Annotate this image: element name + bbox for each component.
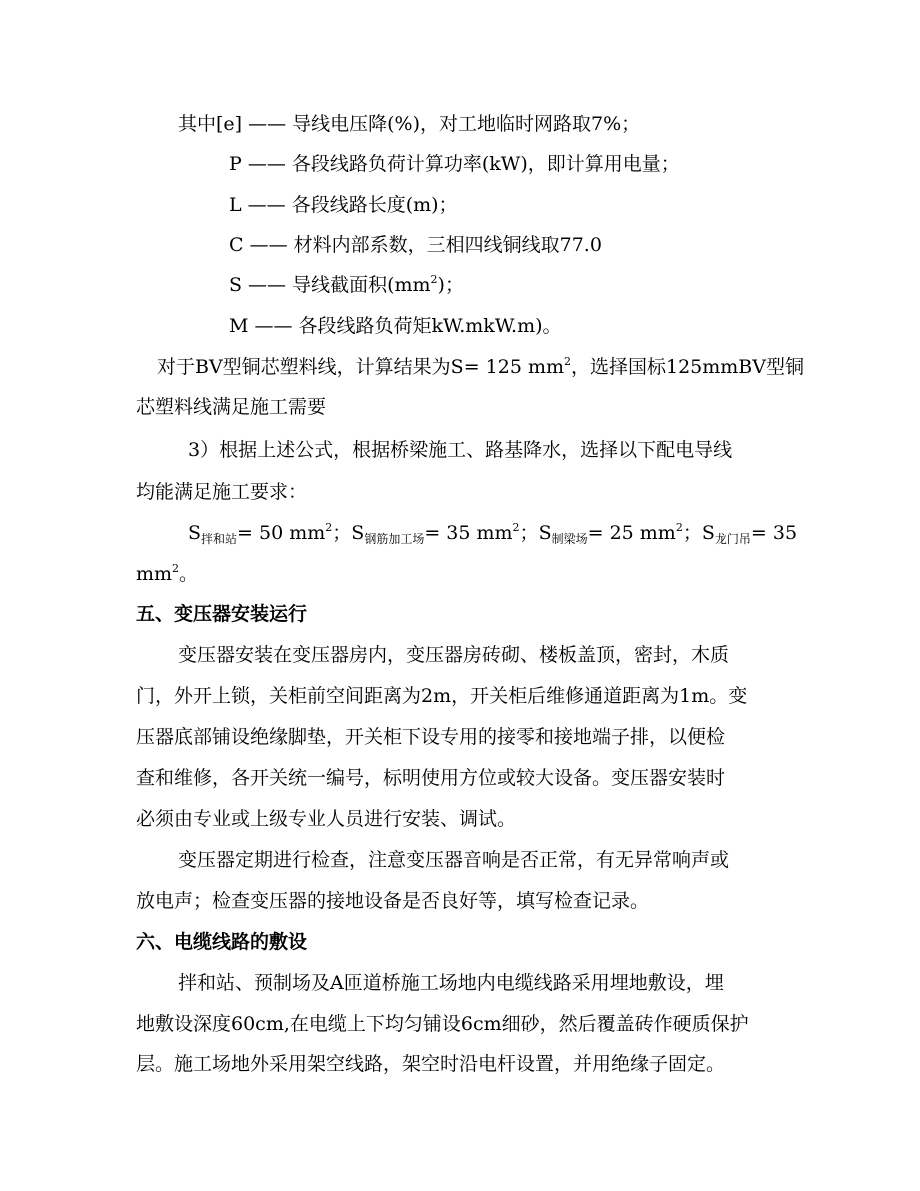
item-3-line-1: 3）根据上述公式，根据桥梁施工、路基降水，选择以下配电导线	[188, 439, 733, 461]
section-5-p1-line-2: 门，外开上锁，关柜前空间距离为2m，开关柜后维修通道距离为1m。变	[136, 685, 748, 707]
section-6-p1-line-3: 层。施工场地外采用架空线路，架空时沿电杆设置，并用绝缘子固定。	[136, 1053, 726, 1075]
s-value-3: = 25 mm	[587, 522, 676, 544]
calc-text: 对于BV型铜芯塑料线，计算结果为S= 125 mm	[157, 356, 564, 378]
s-sub-4: 龙门吊	[714, 532, 751, 546]
def-s-sup: 2	[430, 273, 438, 286]
def-s-end: )；	[437, 274, 464, 296]
def-c: C —— 材料内部系数，三相四线铜线取77.0	[229, 234, 602, 256]
cable-sizes-line-2	[136, 562, 198, 586]
s-symbol-1: S	[188, 522, 202, 544]
cable-sizes-line-1	[188, 521, 797, 551]
s-unit-sup: 2	[172, 562, 180, 575]
s-symbol-4: S	[701, 522, 715, 544]
calc-text-end: ，选择国标125mmBV型铜	[571, 356, 804, 378]
s-unit: mm	[136, 563, 173, 585]
section-5-p1-line-5: 必须由专业或上级专业人员进行安装、调试。	[136, 808, 517, 830]
s-sub-3: 制梁场	[551, 532, 588, 546]
section-5-p1-line-3: 压器底部铺设绝缘脚垫，开关柜下设专用的接零和接地端子排，以便检	[136, 726, 726, 748]
section-5-p1-line-1: 变压器安装在变压器房内，变压器房砖砌、楼板盖顶，密封，木质	[178, 644, 730, 666]
s-value-2: = 35 mm	[424, 522, 513, 544]
calc-line-1	[157, 355, 804, 379]
s-sep-2: ；	[519, 522, 539, 544]
def-p: P —— 各段线路负荷计算功率(kW)，即计算用电量；	[229, 153, 680, 175]
s-end: 。	[179, 563, 199, 585]
s-symbol-2: S	[351, 522, 365, 544]
section-6-p1-line-1: 拌和站、预制场及A匝道桥施工场地内电缆线路采用埋地敷设，埋	[178, 972, 724, 994]
s-value-4: = 35	[750, 522, 798, 544]
s-sup-3: 2	[675, 521, 683, 534]
def-m: M —— 各段线路负荷矩kW.mkW.m)。	[229, 315, 562, 337]
section-5-heading: 五、变压器安装运行	[136, 603, 308, 625]
calc-sup: 2	[564, 355, 571, 368]
def-intro: 其中[e] —— 导线电压降(%)，对工地临时网路取7%；	[178, 113, 641, 135]
s-value-1: = 50 mm	[237, 522, 326, 544]
s-sep-3: ；	[682, 522, 702, 544]
calc-line-2: 芯塑料线满足施工需要	[136, 396, 327, 418]
s-sup-1: 2	[325, 521, 333, 534]
s-sep-1: ；	[332, 522, 352, 544]
section-5-p1-line-4: 查和维修，各开关统一编号，标明使用方位或较大设备。变压器安装时	[136, 767, 726, 789]
section-5-p2-line-2: 放电声；检查变压器的接地设备是否良好等，填写检查记录。	[136, 890, 650, 912]
def-s-text: S —— 导线截面积(mm	[229, 274, 431, 296]
item-3-line-2: 均能满足施工要求：	[136, 481, 308, 503]
section-5-p2-line-1: 变压器定期进行检查，注意变压器音响是否正常，有无异常响声或	[178, 849, 730, 871]
s-sub-2: 钢筋加工场	[364, 532, 425, 546]
s-sup-2: 2	[512, 521, 520, 534]
s-symbol-3: S	[538, 522, 552, 544]
s-sub-1: 拌和站	[201, 532, 238, 546]
section-6-heading: 六、电缆线路的敷设	[136, 931, 308, 953]
def-l: L —— 各段线路长度(m)；	[229, 194, 458, 216]
def-s	[229, 273, 464, 297]
section-6-p1-line-2: 地敷设深度60cm,在电缆上下均匀铺设6cm细砂，然后覆盖砖作硬质保护	[136, 1013, 749, 1035]
